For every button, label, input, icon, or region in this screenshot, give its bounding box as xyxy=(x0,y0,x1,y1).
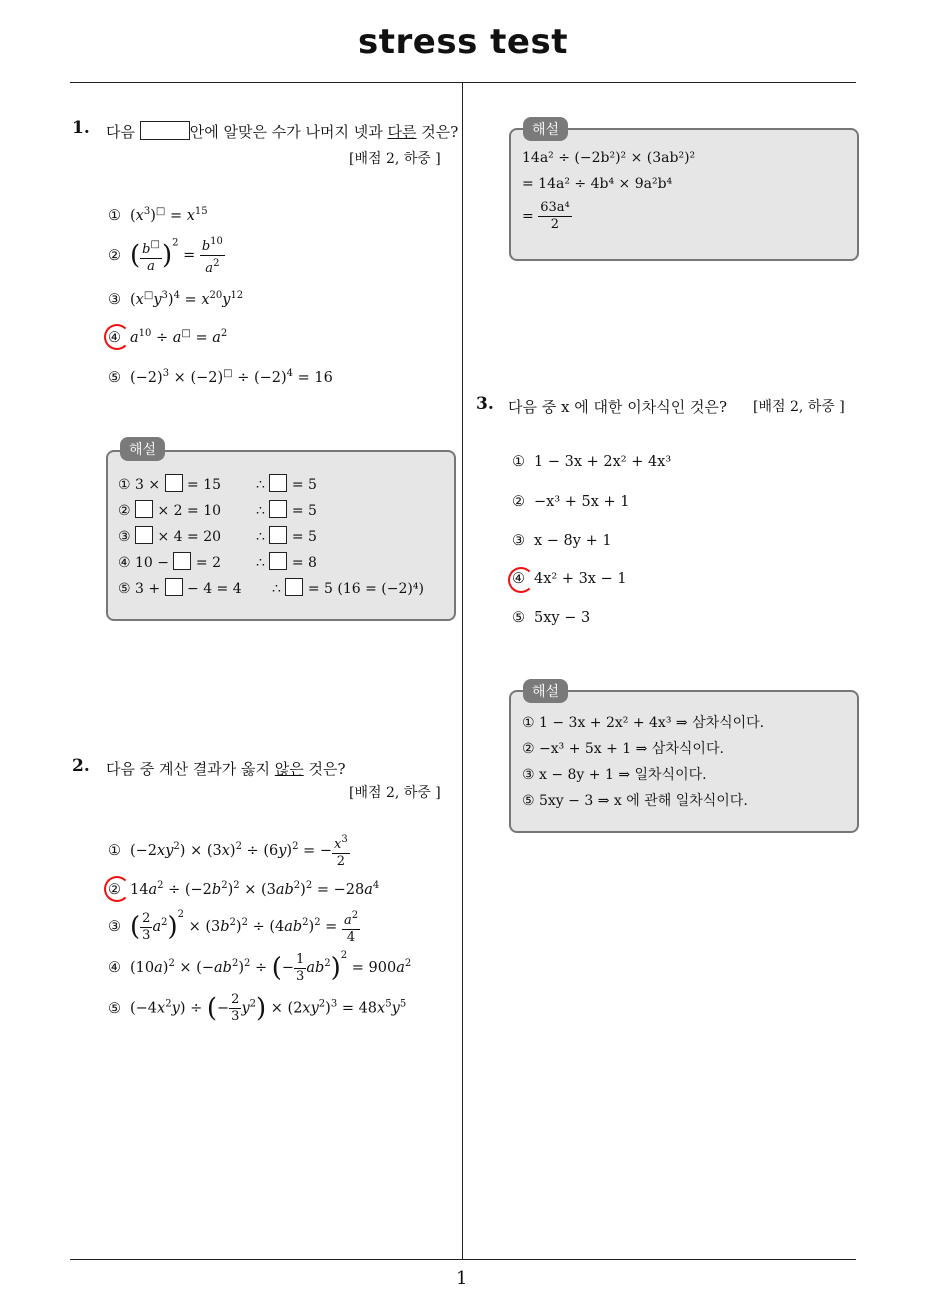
q1-solution-result xyxy=(256,474,317,493)
choice-number: ③ xyxy=(108,919,121,935)
q2-choice-3[interactable]: ③ ( $\frac{2}{3}$ $a^2)^2 \times (3b^2)^2 \div (4ab^2)^2$ = $\frac{a^2}{4}$ xyxy=(108,909,359,945)
q1-solution-row xyxy=(118,526,221,545)
blank-square xyxy=(269,526,287,544)
q1-text-underlined: 다른 xyxy=(387,123,417,141)
therefore-symbol: ∴ xyxy=(272,581,281,597)
fraction-denominator: 2 xyxy=(550,217,560,232)
choice-number: ④ xyxy=(512,571,525,587)
row-result: = 8 xyxy=(291,555,317,571)
choice-number: ⑤ xyxy=(512,610,525,626)
therefore-symbol: ∴ xyxy=(256,555,265,571)
choice-number: ② xyxy=(108,247,121,264)
row-mid: = 15 xyxy=(187,477,222,493)
row-mid: = 2 xyxy=(195,555,222,571)
choice-expression: 5xy − 3 xyxy=(534,610,591,626)
q2-choice-5[interactable]: ⑤ $(-4x^2y)$ ÷ (− $\frac{2}{3}$ $y^2) \times (2xy^2)^3 = 48x^5y^5$ xyxy=(108,992,407,1024)
question-2-text xyxy=(106,758,346,779)
q2-choice-2[interactable]: ② $14a^2 \div (-2b^2)^2 \times (3ab^2)^2 = -28a^4$ xyxy=(108,880,380,898)
choice-number: ① xyxy=(512,454,525,470)
q1-solution-result xyxy=(256,552,317,571)
row-number: ② xyxy=(118,503,131,519)
q2-solution-line-3 xyxy=(522,200,572,233)
row-left: 10 − xyxy=(135,555,170,571)
q3-solution-row: ③ x − 8y + 1 ⇒ 일차식이다. xyxy=(522,767,707,783)
q1-text-b: 안에 알맞은 수가 나머지 넷과 xyxy=(189,123,383,141)
q3-solution-row: ⑤ 5xy − 3 ⇒ x 에 관해 일차식이다. xyxy=(522,793,748,809)
q3-solution-row: ① 1 − 3x + 2x² + 4x³ ⇒ 삼차식이다. xyxy=(522,715,765,731)
equals-sign: = xyxy=(522,208,534,225)
choice-number: ③ xyxy=(108,292,121,308)
answer-circle-mark xyxy=(104,324,130,350)
choice-number: ⑤ xyxy=(108,370,121,386)
question-1-number: 1. xyxy=(72,118,90,138)
row-result: = 5 xyxy=(291,503,317,519)
q3-choice-1[interactable] xyxy=(512,454,671,470)
question-2-meta: [배점 2, 하중 ] xyxy=(349,785,441,801)
question-2-number: 2. xyxy=(72,756,90,776)
row-number: ③ xyxy=(118,529,131,545)
blank-square xyxy=(285,578,303,596)
choice-number: ② xyxy=(108,882,121,898)
q1-choice-1[interactable]: ① $(x^3)^□ = x^{15}$ xyxy=(108,206,208,224)
q2-solution-box xyxy=(509,128,859,261)
blank-square xyxy=(173,552,191,570)
therefore-symbol: ∴ xyxy=(256,503,265,519)
therefore-symbol: ∴ xyxy=(256,477,265,493)
q1-solution-row xyxy=(118,500,221,519)
row-number: ④ xyxy=(118,555,131,571)
question-3-text: 다음 중 x 에 대한 이차식인 것은? xyxy=(508,398,727,416)
therefore-symbol: ∴ xyxy=(256,529,265,545)
blank-square xyxy=(135,500,153,518)
fraction-numerator: 63a⁴ xyxy=(540,200,570,215)
choice-number: ④ xyxy=(108,960,121,976)
choice-number: ② xyxy=(512,494,525,510)
question-1-meta: [배점 2, 하중 ] xyxy=(349,151,441,167)
q1-choice-2[interactable]: ② ( $\frac{b^□}{a}$ )$^2$ = $\frac{b^{10}}{a^2}$ xyxy=(108,236,223,276)
blank-square xyxy=(269,552,287,570)
q2-solution-line-1: 14a² ÷ (−2b²)² × (3ab²)² xyxy=(522,150,696,166)
answer-circle-mark xyxy=(508,567,534,593)
row-mid: × 4 = 20 xyxy=(157,529,222,545)
row-result: = 5 xyxy=(291,477,317,493)
row-mid: − 4 = 4 xyxy=(187,581,242,597)
choice-expression: 4x² + 3x − 1 xyxy=(534,571,627,587)
blank-square xyxy=(269,500,287,518)
q1-choice-3[interactable]: ③ $(x^□y^3)^4 = x^{20}y^{12}$ xyxy=(108,290,244,308)
blank-square xyxy=(165,474,183,492)
q1-solution-result xyxy=(272,578,424,597)
q1-choice-5[interactable]: ⑤ $(-2)^3 \times (-2)^□ \div (-2)^4 = 16$ xyxy=(108,368,333,386)
q2-choice-1[interactable]: ① $(-2xy^2) \times (3x)^2 \div (6y)^2$ = − $\frac{x^3}{2}$ xyxy=(108,834,348,869)
q3-solution-row: ② −x³ + 5x + 1 ⇒ 삼차식이다. xyxy=(522,741,724,757)
page-number: 1 xyxy=(456,1268,468,1289)
row-mid: × 2 = 10 xyxy=(157,503,222,519)
q1-text-c: 것은? xyxy=(421,123,459,141)
blank-square xyxy=(269,474,287,492)
choice-number: ① xyxy=(108,843,121,859)
q1-blank-box xyxy=(140,121,190,140)
q1-solution-row xyxy=(118,474,221,493)
blank-square xyxy=(165,578,183,596)
q1-solution-row xyxy=(118,578,242,597)
choice-number: ① xyxy=(108,208,121,224)
q2-choice-4[interactable]: ④ $(10a)^2 \times (-ab^2)^2$ ÷ (− $\frac{1}{3}$ $ab^2)^2 = 900a^2$ xyxy=(108,950,412,984)
q3-choice-5[interactable] xyxy=(512,610,590,626)
row-result: = 5 (16 = (−2)⁴) xyxy=(307,581,424,597)
q3-choice-2[interactable] xyxy=(512,494,630,510)
row-number: ⑤ xyxy=(118,581,131,597)
q1-solution-tag: 해설 xyxy=(120,437,165,461)
q1-solution-result xyxy=(256,500,317,519)
q3-solution-tag: 해설 xyxy=(523,679,568,703)
choice-number: ⑤ xyxy=(108,1000,121,1017)
question-1-text xyxy=(106,121,458,142)
q2-text-underlined: 않은 xyxy=(274,760,304,778)
choice-expression: −x³ + 5x + 1 xyxy=(534,494,630,510)
q2-solution-tag: 해설 xyxy=(523,117,568,141)
blank-square xyxy=(135,526,153,544)
answer-circle-mark xyxy=(104,876,130,902)
q1-choice-4[interactable]: ④ $a^{10} \div a^□ = a^2$ xyxy=(108,328,228,346)
q2-text-a: 다음 중 계산 결과가 옳지 xyxy=(106,760,270,778)
header-rule xyxy=(70,82,856,83)
row-result: = 5 xyxy=(291,529,317,545)
row-number: ① xyxy=(118,477,131,493)
q1-text-a: 다음 xyxy=(106,123,135,141)
q2-solution-line-2: = 14a² ÷ 4b⁴ × 9a²b⁴ xyxy=(522,176,673,192)
question-3-number: 3. xyxy=(476,394,494,414)
question-3-meta: [배점 2, 하중 ] xyxy=(753,399,845,415)
q1-solution-row xyxy=(118,552,221,571)
q3-choice-3[interactable] xyxy=(512,533,612,549)
footer-rule xyxy=(70,1259,856,1260)
choice-expression: x − 8y + 1 xyxy=(534,533,612,549)
row-left: 3 × xyxy=(135,477,161,493)
column-divider xyxy=(462,83,463,1259)
q1-solution-result xyxy=(256,526,317,545)
page-title: stress test xyxy=(358,22,568,62)
choice-expression: 1 − 3x + 2x² + 4x³ xyxy=(534,454,672,470)
row-left: 3 + xyxy=(135,581,161,597)
q2-text-c: 것은? xyxy=(308,760,346,778)
choice-number: ③ xyxy=(512,533,525,549)
choice-number: ④ xyxy=(108,330,121,346)
